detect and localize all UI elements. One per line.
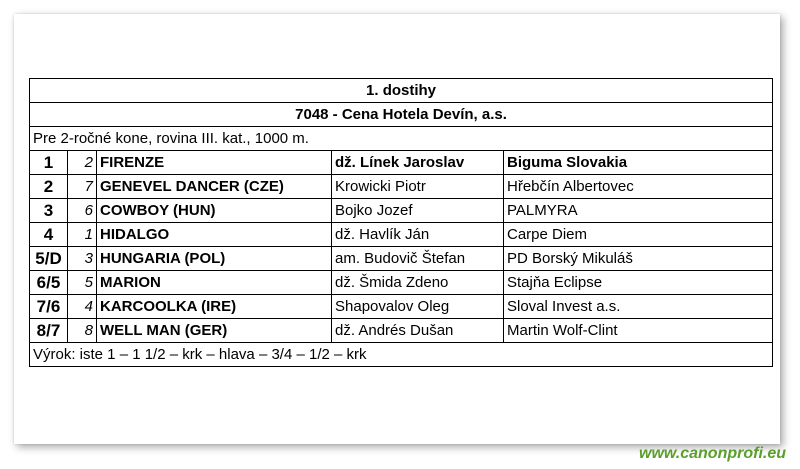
jockey-cell: Krowicki Piotr bbox=[332, 175, 504, 199]
horse-name-cell: WELL MAN (GER) bbox=[97, 319, 332, 343]
race-name: 7048 - Cena Hotela Devín, a.s. bbox=[30, 103, 773, 127]
start-number-cell: 8 bbox=[68, 319, 97, 343]
place-cell: 4 bbox=[30, 223, 68, 247]
start-number-cell: 6 bbox=[68, 199, 97, 223]
owner-cell: Hřebčín Albertovec bbox=[504, 175, 773, 199]
jockey-cell: dž. Andrés Dušan bbox=[332, 319, 504, 343]
owner-cell: Biguma Slovakia bbox=[504, 151, 773, 175]
place-cell: 6/5 bbox=[30, 271, 68, 295]
jockey-cell: am. Budovič Štefan bbox=[332, 247, 504, 271]
race-number-title: 1. dostihy bbox=[30, 79, 773, 103]
result-line: Výrok: iste 1 – 1 1/2 – krk – hlava – 3/4 – 1/2 – krk bbox=[30, 343, 773, 367]
horse-name-cell: GENEVEL DANCER (CZE) bbox=[97, 175, 332, 199]
owner-cell: Martin Wolf-Clint bbox=[504, 319, 773, 343]
race-results-table bbox=[29, 78, 773, 367]
owner-cell: PALMYRA bbox=[504, 199, 773, 223]
owner-cell: Stajňa Eclipse bbox=[504, 271, 773, 295]
race-conditions: Pre 2-ročné kone, rovina III. kat., 1000 m. bbox=[30, 127, 773, 151]
race-number-row bbox=[30, 79, 773, 103]
table-row bbox=[30, 319, 773, 343]
start-number-cell: 2 bbox=[68, 151, 97, 175]
start-number-cell: 1 bbox=[68, 223, 97, 247]
horse-name-cell: COWBOY (HUN) bbox=[97, 199, 332, 223]
table-row bbox=[30, 151, 773, 175]
horse-name-cell: HUNGARIA (POL) bbox=[97, 247, 332, 271]
horse-name-cell: KARCOOLKA (IRE) bbox=[97, 295, 332, 319]
horse-name-cell: MARION bbox=[97, 271, 332, 295]
table-row bbox=[30, 223, 773, 247]
race-name-row bbox=[30, 103, 773, 127]
jockey-cell: Bojko Jozef bbox=[332, 199, 504, 223]
jockey-cell: dž. Línek Jaroslav bbox=[332, 151, 504, 175]
start-number-cell: 4 bbox=[68, 295, 97, 319]
result-row bbox=[30, 343, 773, 367]
jockey-cell: dž. Šmida Zdeno bbox=[332, 271, 504, 295]
horse-name-cell: FIRENZE bbox=[97, 151, 332, 175]
place-cell: 2 bbox=[30, 175, 68, 199]
table-row bbox=[30, 295, 773, 319]
race-conditions-row bbox=[30, 127, 773, 151]
start-number-cell: 7 bbox=[68, 175, 97, 199]
owner-cell: PD Borský Mikuláš bbox=[504, 247, 773, 271]
watermark-text: www.canonprofi.eu bbox=[639, 445, 786, 462]
table-row bbox=[30, 199, 773, 223]
start-number-cell: 3 bbox=[68, 247, 97, 271]
place-cell: 5/D bbox=[30, 247, 68, 271]
owner-cell: Sloval Invest a.s. bbox=[504, 295, 773, 319]
horse-name-cell: HIDALGO bbox=[97, 223, 332, 247]
start-number-cell: 5 bbox=[68, 271, 97, 295]
table-row bbox=[30, 271, 773, 295]
table-row bbox=[30, 247, 773, 271]
owner-cell: Carpe Diem bbox=[504, 223, 773, 247]
place-cell: 3 bbox=[30, 199, 68, 223]
table-row bbox=[30, 175, 773, 199]
place-cell: 7/6 bbox=[30, 295, 68, 319]
jockey-cell: dž. Havlík Ján bbox=[332, 223, 504, 247]
jockey-cell: Shapovalov Oleg bbox=[332, 295, 504, 319]
place-cell: 8/7 bbox=[30, 319, 68, 343]
place-cell: 1 bbox=[30, 151, 68, 175]
